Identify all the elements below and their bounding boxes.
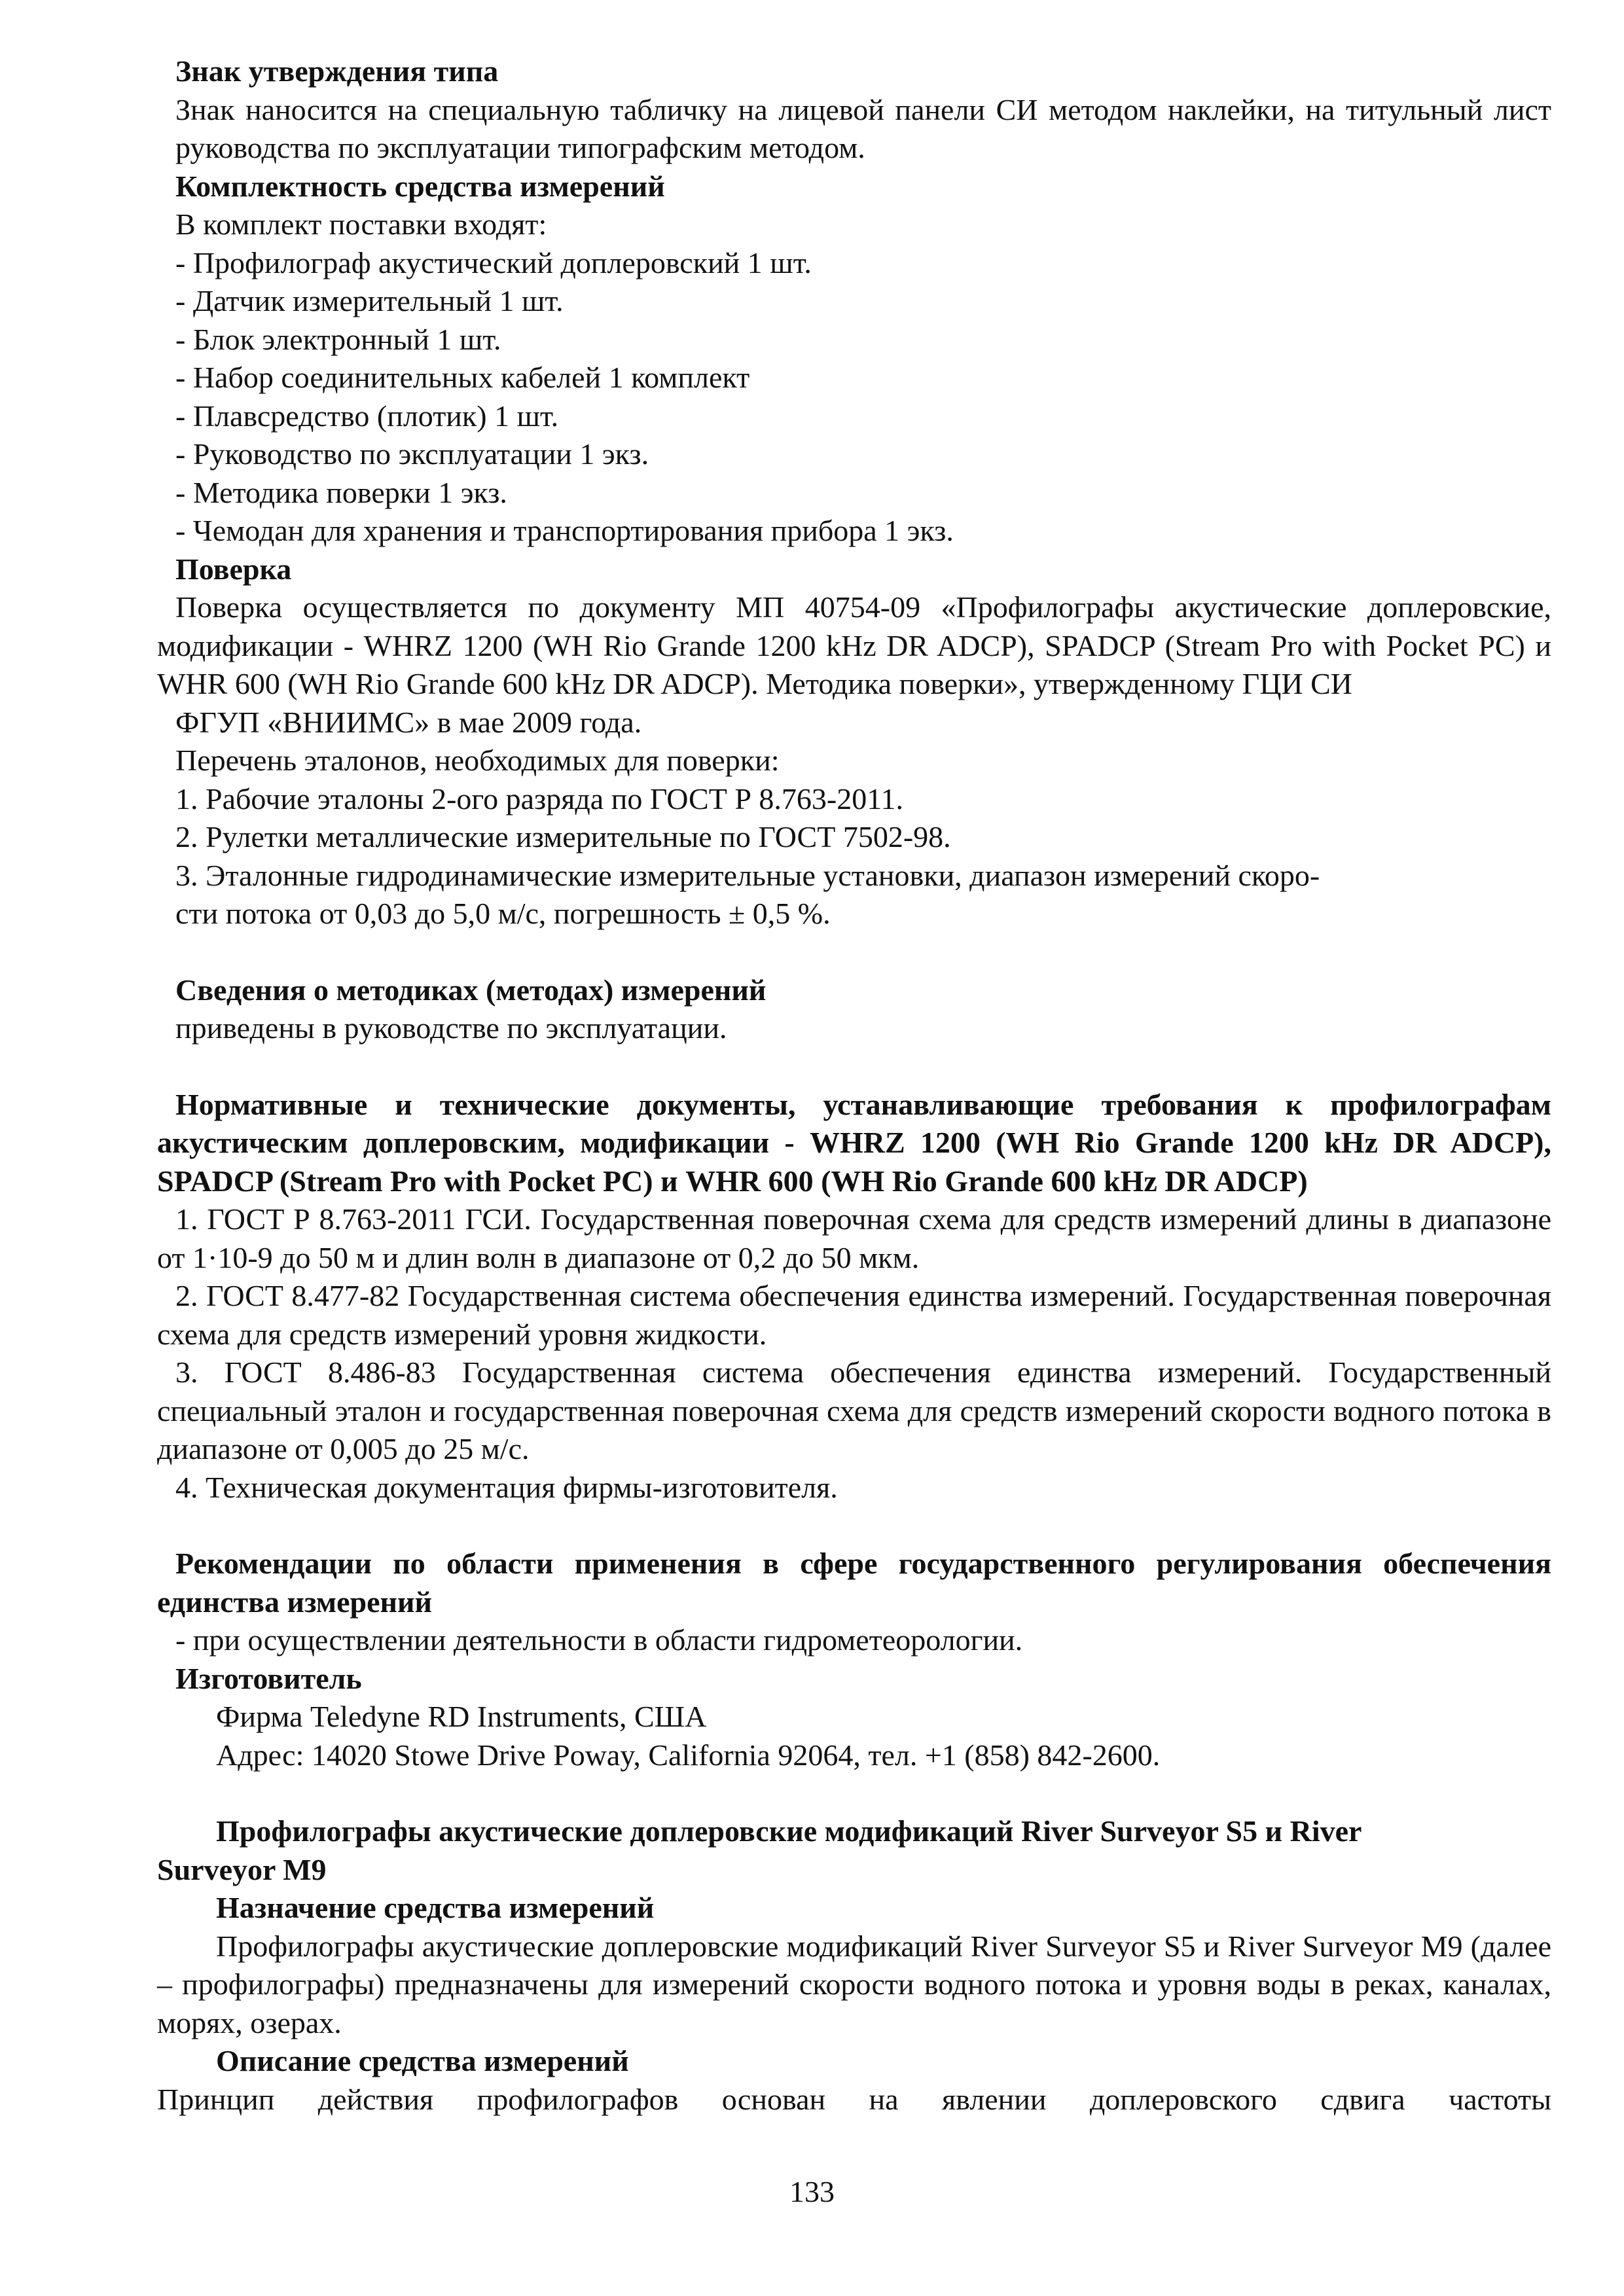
paragraph-description: Принцип действия профилографов основан на явлении доплеровского сдвига частоты <box>157 2082 1551 2116</box>
list-item: 4. Техническая документация фирмы-изготовителя. <box>175 1470 838 1504</box>
heading-completeness: Комплектность средства измерений <box>175 169 665 203</box>
list-item: - Набор соединительных кабелей 1 комплект <box>175 361 750 394</box>
paragraph-sign: Знак наносится на специальную табличку на лицевой панели СИ методом наклейки, на титульный лист руководства по эксплуатации типографским методом. <box>175 92 1551 164</box>
list-item: - Плавсредство (плотик) 1 шт. <box>175 399 559 433</box>
document-page <box>157 52 1551 2119</box>
heading-purpose: Назначение средства измерений <box>216 1891 655 1924</box>
list-item: - Руководство по эксплуатации 1 экз. <box>175 437 649 471</box>
list-item: - Датчик измерительный 1 шт. <box>175 284 564 317</box>
list-item-continuation: сти потока от 0,03 до 5,0 м/с, погрешность ± 0,5 %. <box>175 897 831 930</box>
page-number: 133 <box>789 2175 835 2208</box>
spacer <box>157 1774 1551 1812</box>
list-item: 2. ГОСТ 8.477-82 Государственная система обеспечения единства измерений. Государственная поверочная схема для средств измерений уровня жидкости. <box>157 1279 1551 1351</box>
heading-normative-documents: Нормативные и технические документы, устанавливающие требования к профилографам акустическим доплеровским, модификации - WHRZ 1200 (WH Rio Grande 1200 kHz DR ADCP), SPADCP (Stream Pro with Pocket PC) и WHR 600 (WH Rio Grande 600 kHz DR ADCP) <box>157 1087 1551 1198</box>
list-item: 1. ГОСТ Р 8.763-2011 ГСИ. Государственная поверочная схема для средств измерений длины в диапазоне от 1·10-9 до 50 м и длин волн в диапазоне от 0,2 до 50 мкм. <box>157 1202 1551 1274</box>
heading-description: Описание средства измерений <box>216 2044 629 2077</box>
list-item: 1. Рабочие эталоны 2-ого разряда по ГОСТ Р 8.763-2011. <box>175 781 904 816</box>
list-item: 2. Рулетки металлические измерительные по ГОСТ 7502-98. <box>175 820 951 853</box>
paragraph-completeness-intro: В комплект поставки входят: <box>175 207 547 241</box>
heading-verification: Поверка <box>175 552 292 586</box>
list-item: 3. Эталонные гидродинамические измерительные установки, диапазон измерений скоро- <box>175 858 1320 892</box>
paragraph-verification: Поверка осуществляется по документу МП 40754-09 «Профилографы акустические доплеровские, модификации - WHRZ 1200 (WH Rio Grande 1200 kHz DR ADCP), SPADCP (Stream Pro with Pocket PC) и WHR 600 (WH Rio Grande 600 kHz DR ADCP). Методика поверки», утвержденному ГЦИ СИ <box>157 590 1551 700</box>
spacer <box>157 1048 1551 1086</box>
paragraph-methods: приведены в руководстве по эксплуатации. <box>175 1011 727 1045</box>
heading-manufacturer: Изготовитель <box>175 1661 362 1695</box>
list-item: - Профилограф акустический доплеровский 1 шт. <box>175 245 812 279</box>
heading-measurement-methods: Сведения о методиках (методах) измерений <box>175 973 767 1007</box>
heading-recommendations: Рекомендации по области применения в сфере государственного регулирования обеспечения единства измерений <box>157 1547 1551 1619</box>
list-item: 3. ГОСТ 8.486-83 Государственная система обеспечения единства измерений. Государственный специальный эталон и государственная поверочная схема для средств измерений скорости водного потока в диапазоне от 0,005 до 25 м/с. <box>157 1355 1551 1465</box>
spacer <box>157 933 1551 971</box>
paragraph-purpose: Профилографы акустические доплеровские модификаций River Surveyor S5 и River Surveyor M9 (далее – профилографы) предназначены для измерений скорости водного потока и уровня воды в реках, каналах, морях, озерах. <box>157 1929 1551 2039</box>
list-item: - Блок электронный 1 шт. <box>175 322 501 356</box>
spacer <box>157 1507 1551 1545</box>
paragraph-verification-org: ФГУП «ВНИИМС» в мае 2009 года. <box>175 705 642 739</box>
list-item: - Чемодан для хранения и транспортирования прибора 1 экз. <box>175 514 954 547</box>
manufacturer-name: Фирма Teledyne RD Instruments, США <box>216 1700 707 1733</box>
list-item: - Методика поверки 1 экз. <box>175 475 507 509</box>
paragraph-standards-intro: Перечень эталонов, необходимых для поверки: <box>175 744 780 777</box>
heading-type-approval-sign: Знак утверждения типа <box>175 54 499 88</box>
paragraph-recommendations: - при осуществлении деятельности в области гидрометеорологии. <box>175 1623 1023 1657</box>
heading-next-device-title: Профилографы акустические доплеровские модификаций River Surveyor S5 и River Surveyor M9 <box>157 1814 1362 1886</box>
manufacturer-address: Адрес: 14020 Stowe Drive Poway, California 92064, тел. +1 (858) 842-2600. <box>216 1738 1161 1772</box>
